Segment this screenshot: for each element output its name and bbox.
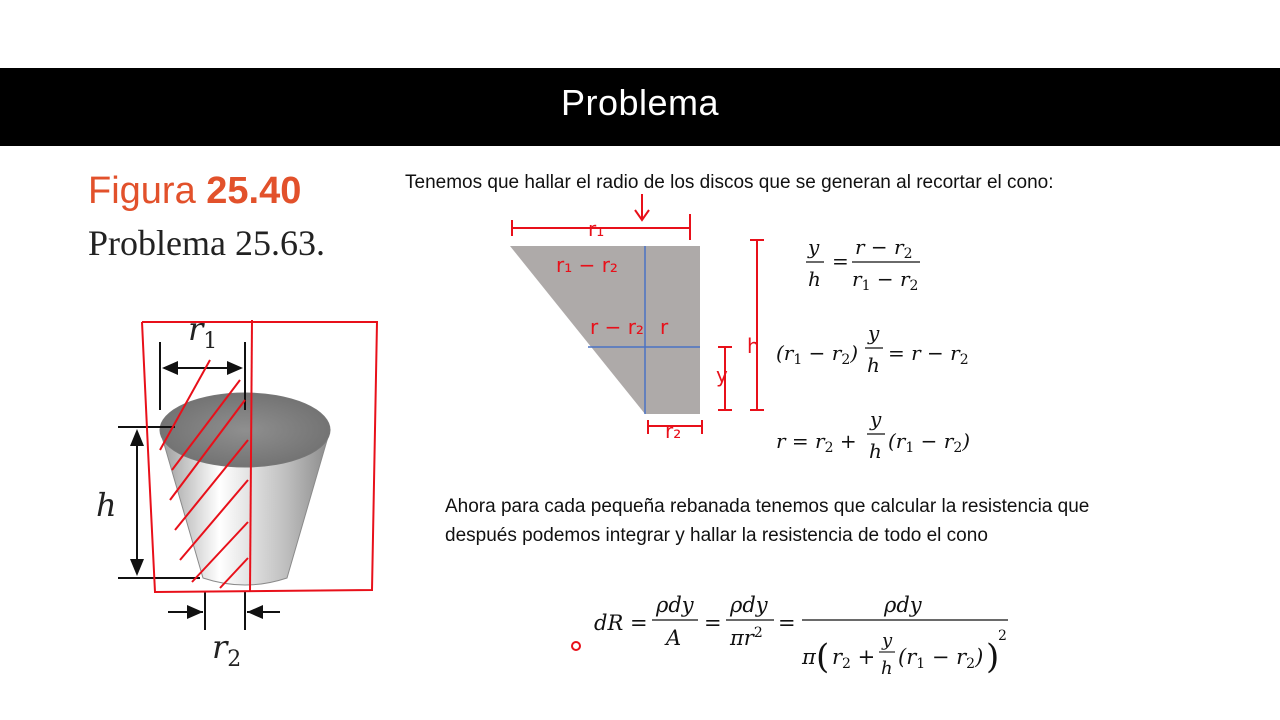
page-title: Problema xyxy=(560,82,720,123)
svg-text:(r1 − r2): $(r_1 - r_2)$ xyxy=(888,429,971,456)
svg-text:=: = xyxy=(704,611,722,635)
cone-figure xyxy=(80,300,500,680)
svg-text:πr2: $\pi r^2$ xyxy=(730,625,763,650)
figure-label xyxy=(88,170,301,213)
equation-4 xyxy=(590,590,1050,690)
svg-text:r − r2: $r - r_2$ xyxy=(855,235,913,262)
annot-r2: r₂ xyxy=(665,419,682,443)
cone-r2-label: $r_2$ xyxy=(212,628,242,672)
svg-text:h: h xyxy=(808,267,821,291)
svg-text:A: A xyxy=(666,626,682,650)
svg-text:h: h xyxy=(881,658,893,679)
svg-text:(r1 − r2): (r1 − r2) xyxy=(898,645,984,672)
svg-text:(r1 − r2): $(r_1 - r_2)$ xyxy=(776,341,859,368)
svg-text:(: ( xyxy=(816,637,830,677)
svg-text:ρdy: ρdy xyxy=(884,593,922,617)
annot-r-minus-r2: r − r₂ xyxy=(590,315,644,339)
section-diagram xyxy=(500,190,800,450)
annot-r1-minus-r2: r₁ − r₂ xyxy=(556,253,618,277)
pointer-marker xyxy=(569,639,583,653)
svg-text:π: π xyxy=(802,645,816,669)
title-bar xyxy=(0,68,1280,146)
svg-text:=: = xyxy=(832,249,849,273)
svg-text:ρdy: ρdy xyxy=(656,593,694,617)
svg-text:y: y xyxy=(868,321,880,345)
equation-2 xyxy=(776,321,969,377)
svg-text:2: 2 xyxy=(998,628,1007,644)
annot-r1: r₁ xyxy=(588,217,605,241)
svg-text:ρdy: ρdy xyxy=(730,593,768,617)
svg-text:y: y xyxy=(882,630,893,651)
body-text-line-1: Ahora para cada pequeña rebanada tenemos que calcular la resistencia que xyxy=(445,496,1090,517)
figure-subtitle: Problema 25.63. xyxy=(88,223,325,263)
annot-y: y xyxy=(716,363,728,387)
equation-1 xyxy=(806,235,920,294)
body-text-line-2: después podemos integrar y hallar la resistencia de todo el cono xyxy=(445,525,988,546)
svg-text:=: = xyxy=(778,611,796,635)
svg-text:r = r2 +: $r = r_2$ + xyxy=(776,429,857,456)
svg-text:y: y xyxy=(870,407,882,431)
equations xyxy=(770,230,1280,460)
cone-h-label: h xyxy=(96,486,117,524)
figure-label-number: 25.40 xyxy=(206,170,302,212)
svg-text:): ) xyxy=(986,637,1000,677)
cone-r1-label: $r_1$ xyxy=(188,310,218,354)
equation-3 xyxy=(776,407,970,460)
svg-text:dR =: dR = xyxy=(594,611,648,635)
svg-text:h: h xyxy=(867,353,880,377)
svg-text:y: y xyxy=(808,235,820,259)
annot-h: h xyxy=(747,334,760,358)
svg-text:r1 − r2: $r_1 - r_2$ xyxy=(852,267,919,294)
svg-text:r2 +: r2 + xyxy=(832,645,876,672)
annot-r: r xyxy=(660,315,669,339)
intro-text: Tenemos que hallar el radio de los discos que se generan al recortar el cono: xyxy=(405,172,1054,193)
svg-text:h: h xyxy=(869,439,882,460)
figure-label-word: Figura xyxy=(88,170,196,212)
svg-text:= r − r2: = $r - r_2$ xyxy=(888,341,969,368)
